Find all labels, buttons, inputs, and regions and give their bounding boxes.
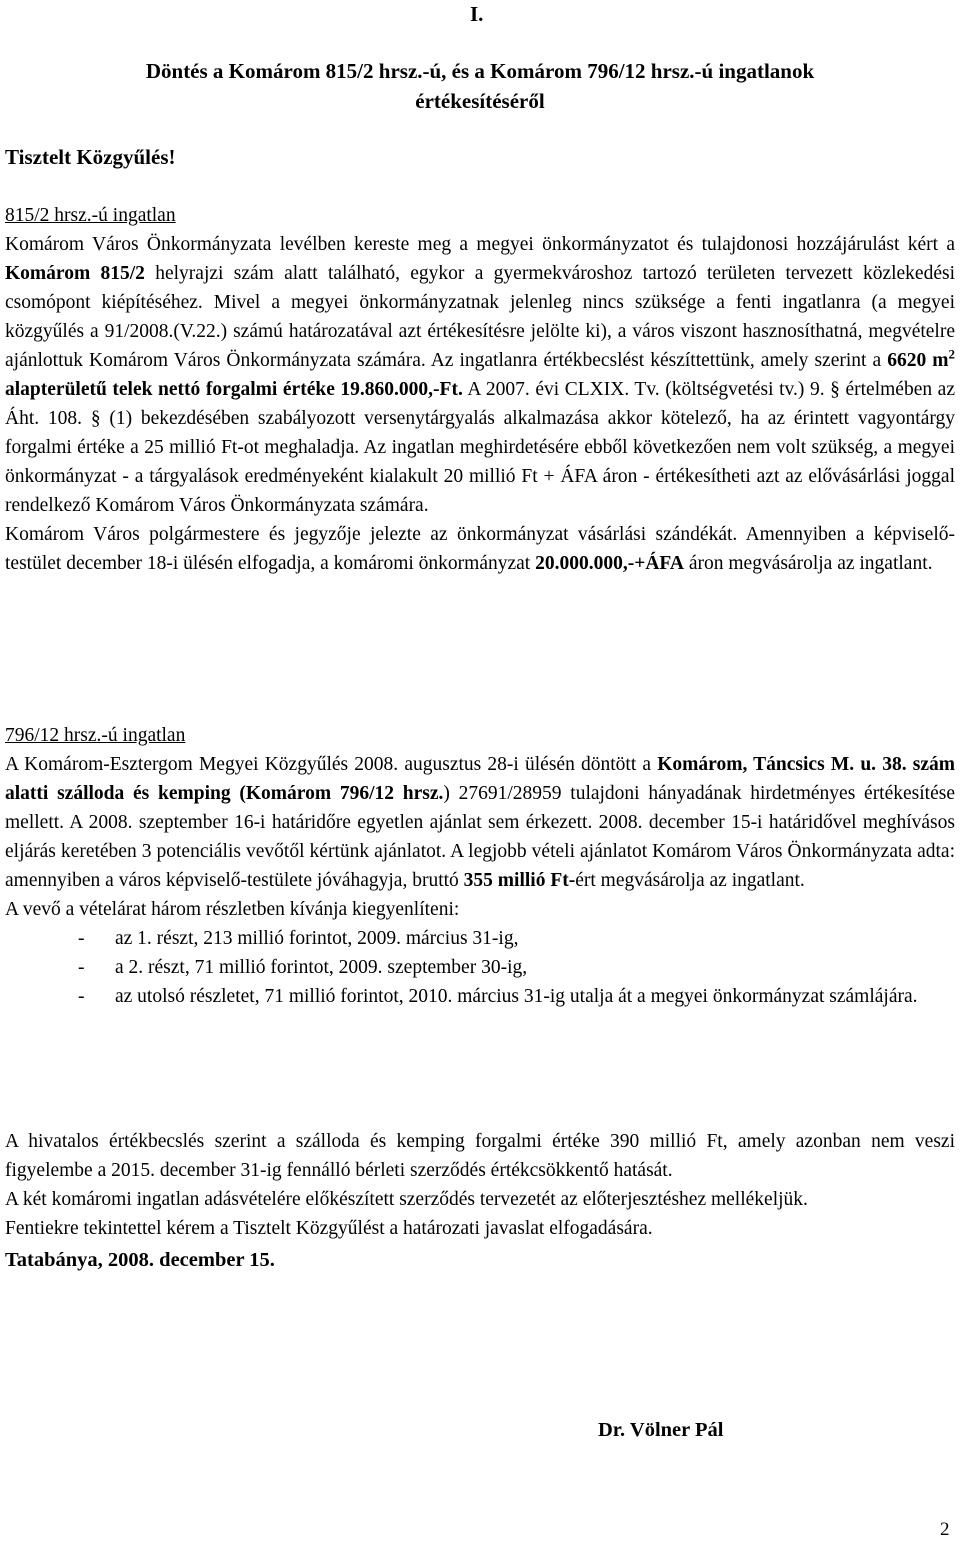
title-line-2: értékesítéséről	[415, 89, 545, 113]
section-heading-815-2: 815/2 hrsz.-ú ingatlan	[5, 205, 176, 226]
section-heading-796-12: 796/12 hrsz.-ú ingatlan	[5, 725, 186, 746]
paragraph-contract: A két komáromi ingatlan adásvételére előkészített szerződés tervezetét az előterjesztéshez mellékeljük.	[5, 1189, 808, 1210]
signature-name: Dr. Völner Pál	[598, 1419, 724, 1441]
installments-list	[5, 924, 955, 1011]
page-number: 2	[940, 1519, 950, 1540]
list-item: - a 2. részt, 71 millió forintot, 2009. szeptember 30-ig,	[78, 957, 528, 978]
list-item: - az 1. részt, 213 millió forintot, 2009. március 31-ig,	[78, 928, 519, 949]
section-815-2	[5, 201, 955, 578]
paragraph-request: Fentiekre tekintettel kérem a Tisztelt Közgyűlést a határozati javaslat elfogadására.	[5, 1218, 653, 1239]
closing-section	[5, 1127, 955, 1243]
salutation: Tisztelt Közgyűlés!	[5, 145, 176, 169]
list-item: - az utolsó részletet, 71 millió forintot, 2010. március 31-ig utalja át a megyei önkormányzat számlájára.	[78, 986, 918, 1007]
section-796-12	[5, 721, 955, 1011]
paragraph-796-12-main: A Komárom-Esztergom Megyei Közgyűlés 2008. augusztus 28-i ülésén döntött a Komárom, Táncsics M. u. 38. szám alatti szálloda és kemping (Komárom 796/12 hrsz.) 27691/28959 tulajdoni hányadának hirdetményes értékesítése mellett. A 2008. szeptember 16-i határidőre egyetlen ajánlat sem érkezett. 2008. december 15-i határidővel meghívásos eljárás keretében 3 potenciális vevőtől kértünk ajánlatot. A legjobb vételi ajánlatot Komárom Város Önkormányzata adta: amennyiben a város képviselő-testülete jóváhagyja, bruttó 355 millió Ft-ért megvásárolja az ingatlant.	[5, 754, 956, 891]
paragraph-815-2-main: Komárom Város Önkormányzata levélben kereste meg a megyei önkormányzatot és tulajdonosi hozzájárulást kért a Komárom 815/2 helyrajzi szám alatt található, egykor a gyermekvároshoz tartozó területen tervezett közlekedési csomópont kiépítéséhez. Mivel a megyei önkormányzatnak jelenleg nincs szüksége a fenti ingatlanra (a megyei közgyűlés a 91/2008.(V.22.) számú határozatával azt értékesítésre jelölte ki), a város viszont hasznosíthatná, megvételre ajánlottuk Komárom Város Önkormányzata számára. Az ingatlanra értékbecslést készíttettünk, amely szerint a 6620 $m^2$ alapterületű telek nettó forgalmi értéke 19.860.000,-Ft. A 2007. évi CLXIX. Tv. (költségvetési tv.) 9. § értelmében az Áht. 108. § (1) bekezdésében szabályozott versenytárgyalás alkalmazása akkor kötelező, ha az érintett vagyontárgy forgalmi értéke a 25 millió Ft-ot meghaladja. Az ingatlan meghirdetésére ebből következően nem volt szükség, a megyei önkormányzat - a tárgyalások eredményeként kialakult 20 millió Ft + ÁFA áron - értékesítheti azt az elővásárlási joggal rendelkező Komárom Város Önkormányzata számára.	[5, 234, 955, 516]
paragraph-valuation: A hivatalos értékbecslés szerint a szálloda és kemping forgalmi értéke 390 millió Ft, amely azonban nem veszi figyelembe a 2015. december 31-ig fennálló bérleti szerződés értékcsökkentő hatását.	[5, 1131, 955, 1181]
paragraph-815-2-purchase: Komárom Város polgármestere és jegyzője jelezte az önkormányzat vásárlási szándékát. Amennyiben a képviselő-testület december 18-i ülésén elfogadja, a komáromi önkormányzat 20.000.000,-+ÁFA áron megvásárolja az ingatlant.	[5, 524, 955, 574]
section-number: I.	[470, 2, 484, 26]
document-title	[0, 56, 960, 116]
title-line-1: Döntés a Komárom 815/2 hrsz.-ú, és a Komárom 796/12 hrsz.-ú ingatlanok	[145, 59, 815, 83]
place-date: Tatabánya, 2008. december 15.	[5, 1249, 275, 1271]
installments-intro: A vevő a vételárat három részletben kívánja kiegyenlíteni:	[5, 899, 460, 920]
